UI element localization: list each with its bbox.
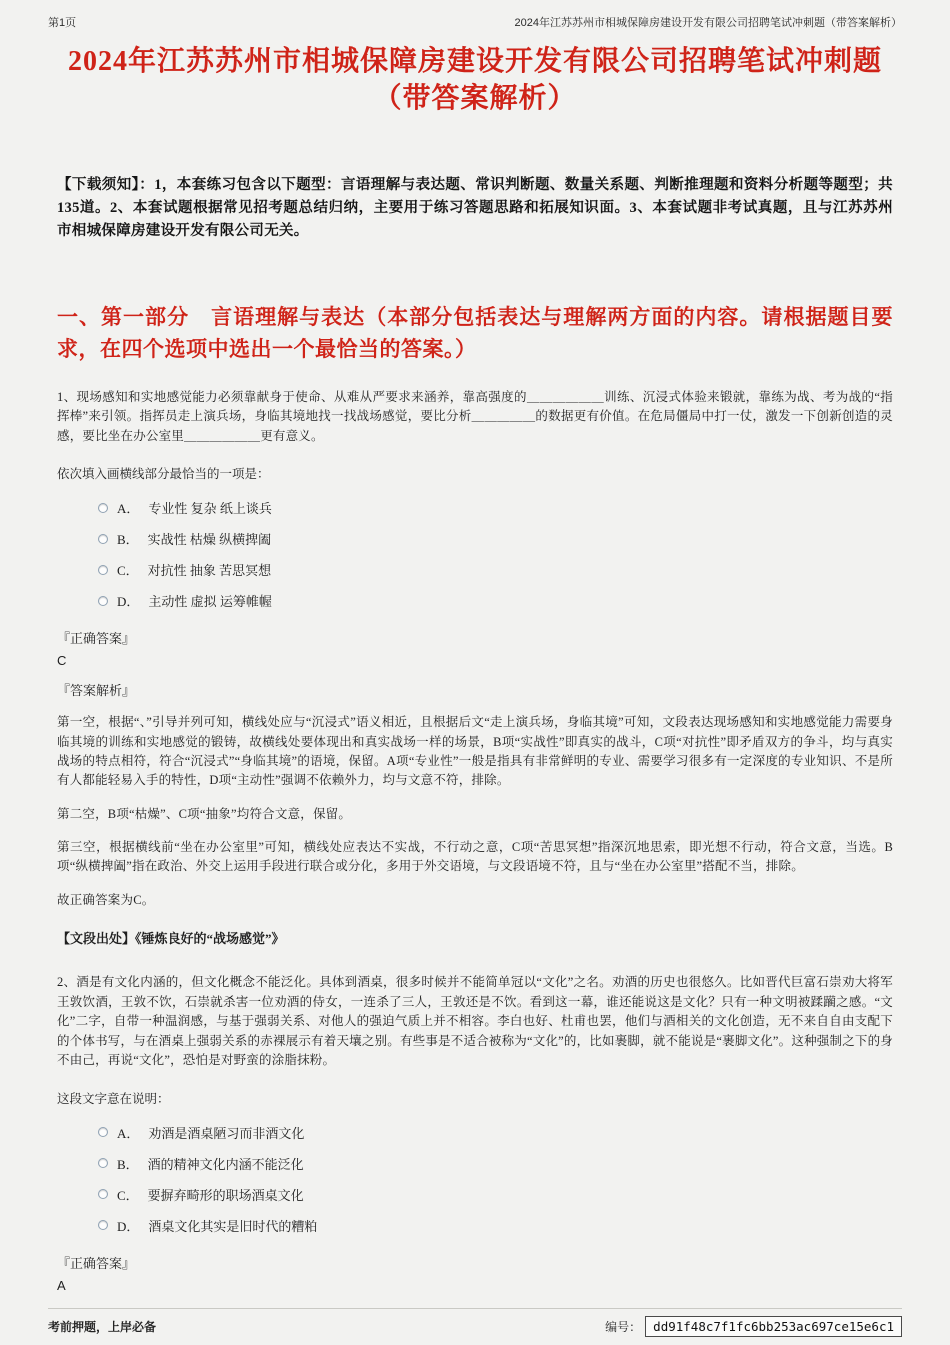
- question-1-analysis-label: 『答案解析』: [57, 683, 136, 699]
- option-text: 专业性 复杂 纸上谈兵: [148, 501, 272, 517]
- question-1-prompt: 依次填入画横线部分最恰当的一项是：: [57, 467, 270, 482]
- question-2-option-a[interactable]: [98, 1117, 902, 1148]
- radio-icon[interactable]: [98, 596, 108, 606]
- option-letter: A．: [117, 1125, 140, 1141]
- radio-icon[interactable]: [98, 565, 108, 575]
- page-header: [48, 14, 902, 30]
- section-heading: 一、第一部分 言语理解与表达（本部分包括表达与理解两方面的内容。请根据题目要求，在四个选项中选出一个最恰当的答案。）: [57, 304, 893, 362]
- question-1-option-d[interactable]: [98, 585, 902, 616]
- radio-icon[interactable]: [98, 503, 108, 513]
- question-2-prompt: 这段文字意在说明：: [57, 1091, 170, 1106]
- question-1-analysis-paragraph: 第二空，B项“枯燥”、C项“抽象”均符合文意，保留。: [57, 806, 352, 821]
- page-footer: [48, 1308, 902, 1337]
- download-notice: 【下载须知】：1，本套练习包含以下题型：言语理解与表达题、常识判断题、数量关系题、判断推理题和资料分析题等题型；共135道。2、本套试题根据常见招考题总结归纳，主要用于练习答题思路和拓展知识面。3、本套试题非考试真题，且与江苏苏州市相城保障房建设开发有限公司无关。: [57, 176, 893, 239]
- serial-value: dd91f48c7f1fc6bb253ac697ce15e6c1: [645, 1316, 902, 1337]
- option-letter: B．: [117, 532, 139, 548]
- radio-icon[interactable]: [98, 1158, 108, 1168]
- option-letter: D．: [117, 1218, 140, 1234]
- option-text: 劝酒是酒桌陋习而非酒文化: [148, 1125, 305, 1141]
- question-1-option-b[interactable]: [98, 523, 902, 554]
- question-1: [48, 388, 902, 948]
- question-2-stem: 2、酒是有文化内涵的，但文化概念不能泛化。具体到酒桌，很多时候并不能简单冠以“文化”之名。劝酒的历史也很悠久。比如晋代巨富石崇劝大将军王敦饮酒，王敦不饮，石崇就杀害一位劝酒的侍女，一连杀了三人，王敦还是不饮。看到这一幕，谁还能说这是文化？只有一种文明被蹂躏之感。“文化”二字，自带一种温润感，与基于强弱关系、对他人的强迫气质上并不相容。李白也好、杜甫也罢，他们与酒相关的文化创造，无不来自自由支配下的个体书写，与在酒桌上强弱关系的赤裸展示有着天壤之别。有些事是不适合被称为“文化”的，比如裹脚，就不能说是“裹脚文化”。这种强制之下的身不由己，再说“文化”，恐怕是对野蛮的涂脂抹粉。: [57, 975, 893, 1068]
- question-1-answer: C: [57, 653, 67, 669]
- radio-icon[interactable]: [98, 534, 108, 544]
- question-1-analysis-paragraph: 第三空，根据横线前“坐在办公室里”可知，横线处应表达不实战，不行动之意，C项“苦思冥想”指深沉地思索，即光想不行动，符合文意，当选。B项“纵横捭阖”指在政治、外交上运用手段进行联合或分化，多用于外交语境，与文段语境不符，且与“坐在办公室里”搭配不当，排除。: [57, 840, 893, 874]
- question-1-options: [98, 492, 902, 616]
- question-2-options: [98, 1117, 902, 1241]
- question-2-option-b[interactable]: [98, 1148, 902, 1179]
- question-2-option-c[interactable]: [98, 1179, 902, 1210]
- option-letter: C．: [117, 563, 139, 579]
- option-text: 主动性 虚拟 运筹帷幄: [148, 594, 272, 610]
- footer-serial: [605, 1316, 902, 1337]
- question-1-option-a[interactable]: [98, 492, 902, 523]
- option-letter: B．: [117, 1156, 139, 1172]
- question-1-analysis-conclusion: 故正确答案为C。: [57, 892, 155, 907]
- question-2: [48, 973, 902, 1293]
- question-1-source: 【文段出处】《锤炼良好的“战场感觉”》: [57, 931, 285, 947]
- option-text: 酒桌文化其实是旧时代的糟粕: [148, 1218, 318, 1234]
- radio-icon[interactable]: [98, 1220, 108, 1230]
- header-doc-title: 2024年江苏苏州市相城保障房建设开发有限公司招聘笔试冲刺题（带答案解析）: [514, 17, 902, 29]
- option-text: 酒的精神文化内涵不能泛化: [147, 1156, 304, 1172]
- serial-label: 编号：: [605, 1320, 642, 1334]
- question-2-option-d[interactable]: [98, 1210, 902, 1241]
- question-2-answer-label: 『正确答案』: [57, 1255, 136, 1271]
- page-number: 第1页: [48, 17, 77, 29]
- question-1-option-c[interactable]: [98, 554, 902, 585]
- radio-icon[interactable]: [98, 1127, 108, 1137]
- option-text: 实战性 枯燥 纵横捭阖: [147, 532, 272, 548]
- question-1-answer-label: 『正确答案』: [57, 631, 136, 647]
- option-text: 对抗性 抽象 苦思冥想: [147, 563, 272, 579]
- radio-icon[interactable]: [98, 1189, 108, 1199]
- option-text: 要摒弃畸形的职场酒桌文化: [147, 1187, 304, 1203]
- question-1-analysis-paragraph: 第一空，根据“、”引导并列可知，横线处应与“沉浸式”语义相近，且根据后文“走上演兵场，身临其境”可知，文段表达现场感知和实地感觉能力需要身临其境的训练和实地感觉的锻铸，故横线处要体现出和真实战场一样的场景，B项“实战性”即真实的战斗，C项“对抗性”即矛盾双方的争斗，均与真实战场的特点相符，符合“沉浸式”“身临其境”的语境，保留。A项“专业性”一般是指具有非常鲜明的专业、需要学习很多有一定深度的专业知识、不是所有人都能轻易入手的特性，D项“主动性”强调不依赖外力，均与文意不符，排除。: [57, 715, 893, 788]
- document-title: 2024年江苏苏州市相城保障房建设开发有限公司招聘笔试冲刺题（带答案解析）: [67, 46, 882, 114]
- question-1-stem: 1、现场感知和实地感觉能力必须靠献身于使命、从难从严要求来涵养，靠高强度的＿＿＿＿＿＿训练、沉浸式体验来锻就，靠练为战、考为战的“指挥棒”来引领。指挥员走上演兵场，身临其境地找一找战场感觉，要比分析＿＿＿＿＿的数据更有价值。在危局僵局中打一仗，激发一下创新创造的灵感，要比坐在办公室里＿＿＿＿＿＿更有意义。: [57, 389, 893, 443]
- option-letter: D．: [117, 594, 140, 610]
- option-letter: C．: [117, 1187, 139, 1203]
- footer-slogan: 考前押题，上岸必备: [48, 1320, 157, 1334]
- question-2-answer: A: [57, 1277, 66, 1293]
- option-letter: A．: [117, 501, 140, 517]
